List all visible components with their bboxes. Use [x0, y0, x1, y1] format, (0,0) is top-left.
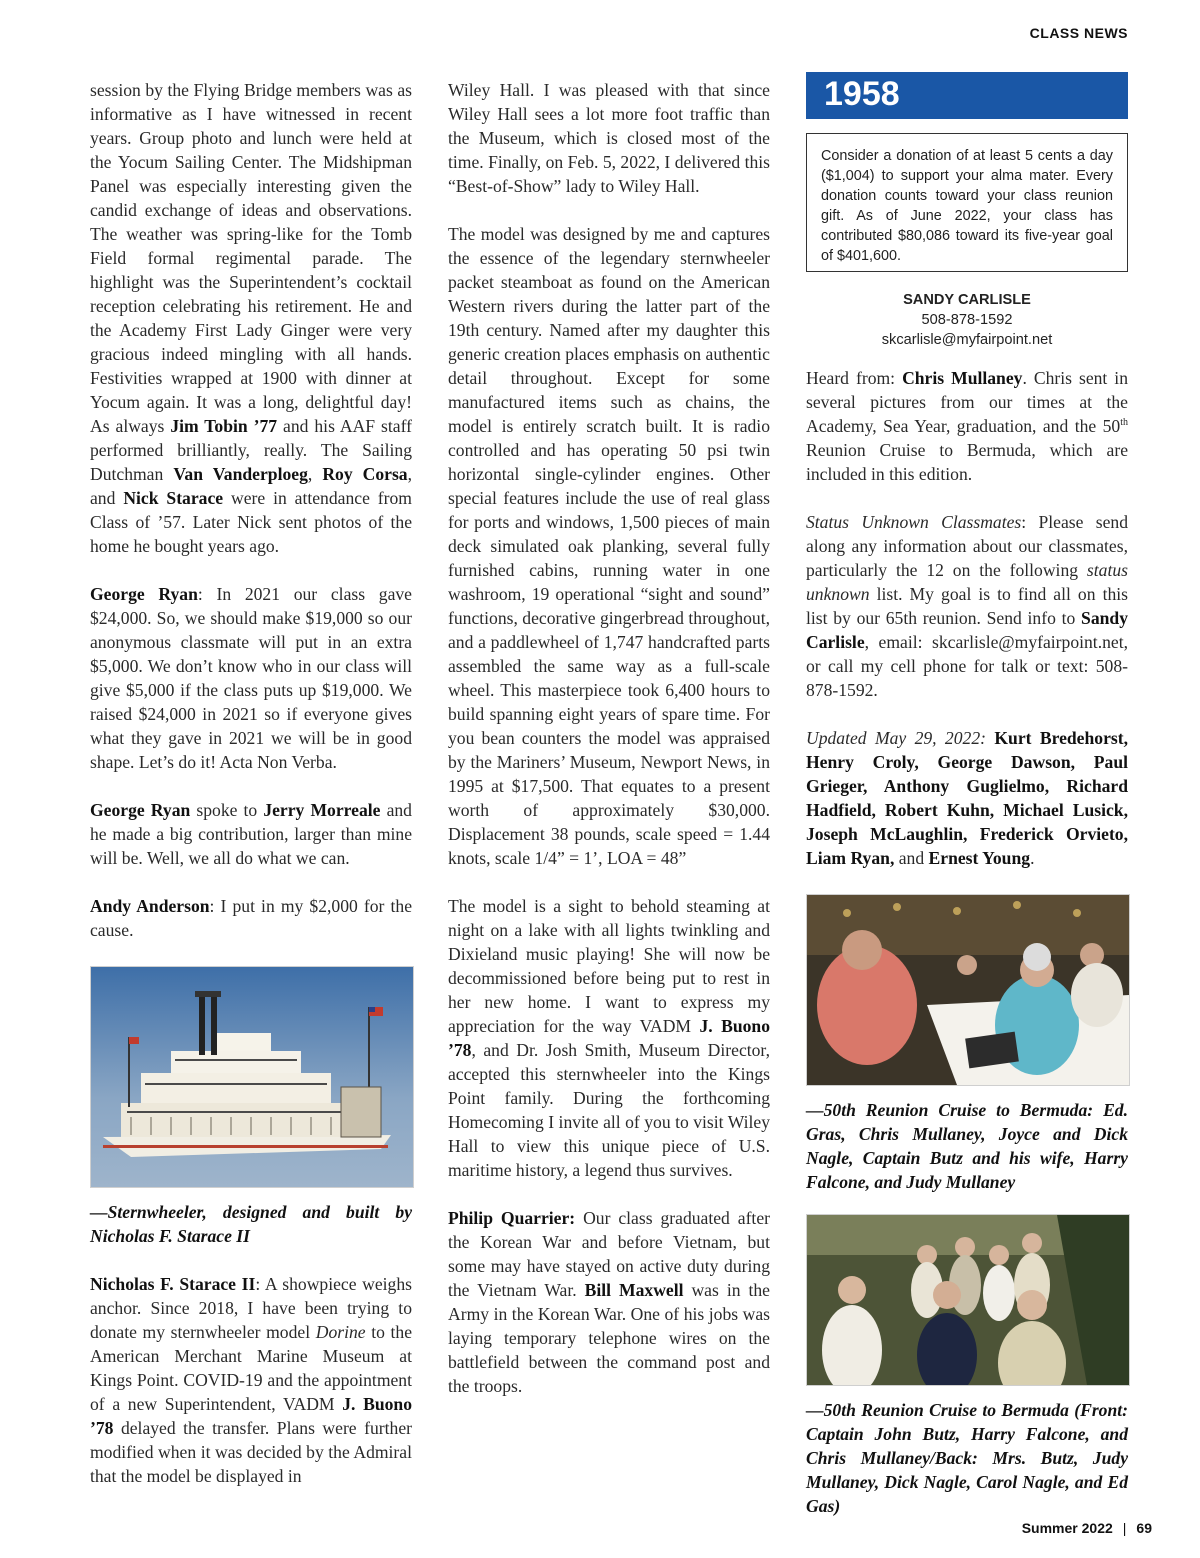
column-right — [806, 366, 1128, 1542]
paragraph-heard-from: Heard from: Chris Mullaney. Chris sent in several pictures from our times at the Academy, Sea Year, graduation, and the 50th Reunion Cruise to Bermuda, which are included in this edition. — [806, 368, 1128, 484]
sternwheeler-photo — [90, 966, 414, 1188]
column-left — [90, 78, 412, 1512]
paragraph-updated-list: Updated May 29, 2022: Kurt Bredehorst, Henry Croly, George Dawson, Paul Grieger, Anthony Guglielmo, Richard Hadfield, Robert Kuhn, Michael Lusick, Joseph McLaughlin, Frederick Orvieto, Liam Ryan, and Ernest Young. — [806, 728, 1128, 868]
donation-notice: Consider a donation of at least 5 cents a day ($1,004) to support your alma mater. Every donation counts toward your class reunion gift. As of June 2022, your class has contributed $80,086 toward its five-year goal of $401,600. — [806, 133, 1128, 272]
paragraph-status-unknown: Status Unknown Classmates: Please send along any information about our classmates, particularly the 12 on the following status unknown list. My goal is to find all on this list by our 65th reunion. Send info to Sandy Carlisle, email: skcarlisle@myfairpoint.net, or call my cell phone for talk or text: 508-878-1592. — [806, 512, 1128, 700]
photo-caption-sternwheeler: —Sternwheeler, designed and built by Nicholas F. Starace II — [90, 1202, 412, 1246]
footer-separator: | — [1122, 1520, 1127, 1536]
page-number: 69 — [1136, 1520, 1152, 1536]
paragraph-george-ryan: George Ryan: In 2021 our class gave $24,000. So, we should make $19,000 so our anonymous classmate will put in an extra $5,000. We don’t know who in our class will give $5,000 if the class puts up $19,000. We raised $24,000 in 2021 so if everyone gives what they gave in 2021 we will be in good shape. Let’s do it! Acta Non Verba. — [90, 584, 412, 772]
paragraph-nicholas-starace: Nicholas F. Starace II: A showpiece weighs anchor. Since 2018, I have been trying to donate my sternwheeler model Dorine to the American Merchant Marine Museum at Kings Point. COVID-19 and the appointment of a new Superintendent, VADM J. Buono ’78 delayed the transfer. Plans were further modified when it was decided by the Admiral that the model be displayed in — [90, 1274, 413, 1486]
page-footer — [1022, 1520, 1152, 1536]
paragraph-sight-to-behold: The model is a sight to behold steaming at night on a lake with all lights twinkling and Dixieland music playing! She will now be decommissioned before being put to rest in her new home. I want to express my appreciation for the way VADM J. Buono ’78, and Dr. Josh Smith, Museum Director, accepted this sternwheeler into the Kings Point family. During the forthcoming Homecoming I invite all of you to visit Wiley Hall to view this unique piece of U.S. maritime history, a legend thus survives. — [448, 896, 771, 1180]
paragraph-philip-quarrier: Philip Quarrier: Our class graduated after the Korean War and before Vietnam, but some may have stayed on active duty during the Vietnam War. Bill Maxwell was in the Army in the Korean War. One of his jobs was laying temporary telephone wires on the battlefield between the command post and the troops. — [448, 1208, 770, 1396]
issue-label: Summer 2022 — [1021, 1520, 1113, 1536]
photo-caption-reunion-dinner: —50th Reunion Cruise to Bermuda: Ed. Gras, Chris Mullaney, Joyce and Dick Nagle, Captain Butz and his wife, Harry Falcone, and Judy Mullaney — [806, 1100, 1128, 1192]
contact-phone: 508-878-1592 — [921, 312, 1013, 328]
section-label: CLASS NEWS — [1029, 25, 1128, 41]
column-middle — [448, 78, 770, 1422]
paragraph-george-ryan-2: George Ryan spoke to Jerry Morreale and he made a big contribution, larger than mine will be. Well, we all do what we can. — [90, 800, 412, 868]
paragraph-flying-bridge: session by the Flying Bridge members was as informative as I have witnessed in recent years. Group photo and lunch were held at the Yocum Sailing Center. The Midshipman Panel was especially interesting given the candid exchange of ideas and observations. The weather was spring-like for the Tomb Field formal regimental parade. The highlight was the Superintendent’s cocktail reception celebrating his retirement. He and the Academy First Lady Ginger were very gracious indeed mingling with all hands. Festivities wrapped at 1900 with dinner at Yocum again. It was a long, delightful day! As always Jim Tobin ’77 and his AAF staff performed brilliantly, really. The Sailing Dutchman Van Vanderploeg, Roy Corsa, and Nick Starace were in attendance from Class of ’57. Later Nick sent photos of the home he bought years ago. — [90, 80, 413, 556]
photo-caption-reunion-group: —50th Reunion Cruise to Bermuda (Front: Captain John Butz, Harry Falcone, and Chris Mullaney/Back: Mrs. Butz, Judy Mullaney, Dick Nagle, Carol Nagle, and Ed Gas) — [806, 1400, 1128, 1516]
contact-name: SANDY CARLISLE — [903, 292, 1031, 308]
contact-email: skcarlisle@myfairpoint.net — [881, 332, 1053, 348]
class-year-banner — [806, 72, 1128, 119]
class-contact — [806, 290, 1128, 350]
paragraph-wiley-hall: Wiley Hall. I was pleased with that since Wiley Hall sees a lot more foot traffic than the Museum, which is closed most of the time. Finally, on Feb. 5, 2022, I delivered this “Best-of-Show” lady to Wiley Hall. — [448, 80, 770, 196]
paragraph-model-design: The model was designed by me and captures the essence of the legendary sternwheeler packet steamboat as found on the American Western rivers during the latter part of the 19th century. Named after my daughter this generic creation places emphasis on authentic detail throughout. Except for some manufactured items such as chains, the model is entirely scratch built. It is radio controlled and has operating 50 psi twin horizontal single-cylinder engines. Other special features include the use of real glass for ports and windows, 1,500 pieces of main deck simulated oak planking, several fully furnished cabins, running water in one washroom, 19 operational “sight and sound” functions, decorative gingerbread throughout, and a paddlewheel of 1,747 handcrafted parts assembled the same way as a full-scale wheel. This masterpiece took 6,400 hours to build spanning eight years of spare time. For you bean counters the model was appraised by the Mariners’ Museum, Newport News, in 1995 at $17,500. That equates to a present worth of approximately $30,000. Displacement 38 pounds, scale speed = 1.44 knots, scale 1/4” = 1’, LOA = 48” — [448, 224, 770, 868]
class-year: 1958 — [824, 75, 900, 113]
reunion-dinner-photo — [806, 894, 1130, 1086]
reunion-group-photo — [806, 1214, 1130, 1386]
paragraph-andy-anderson: Andy Anderson: I put in my $2,000 for the cause. — [90, 896, 413, 940]
